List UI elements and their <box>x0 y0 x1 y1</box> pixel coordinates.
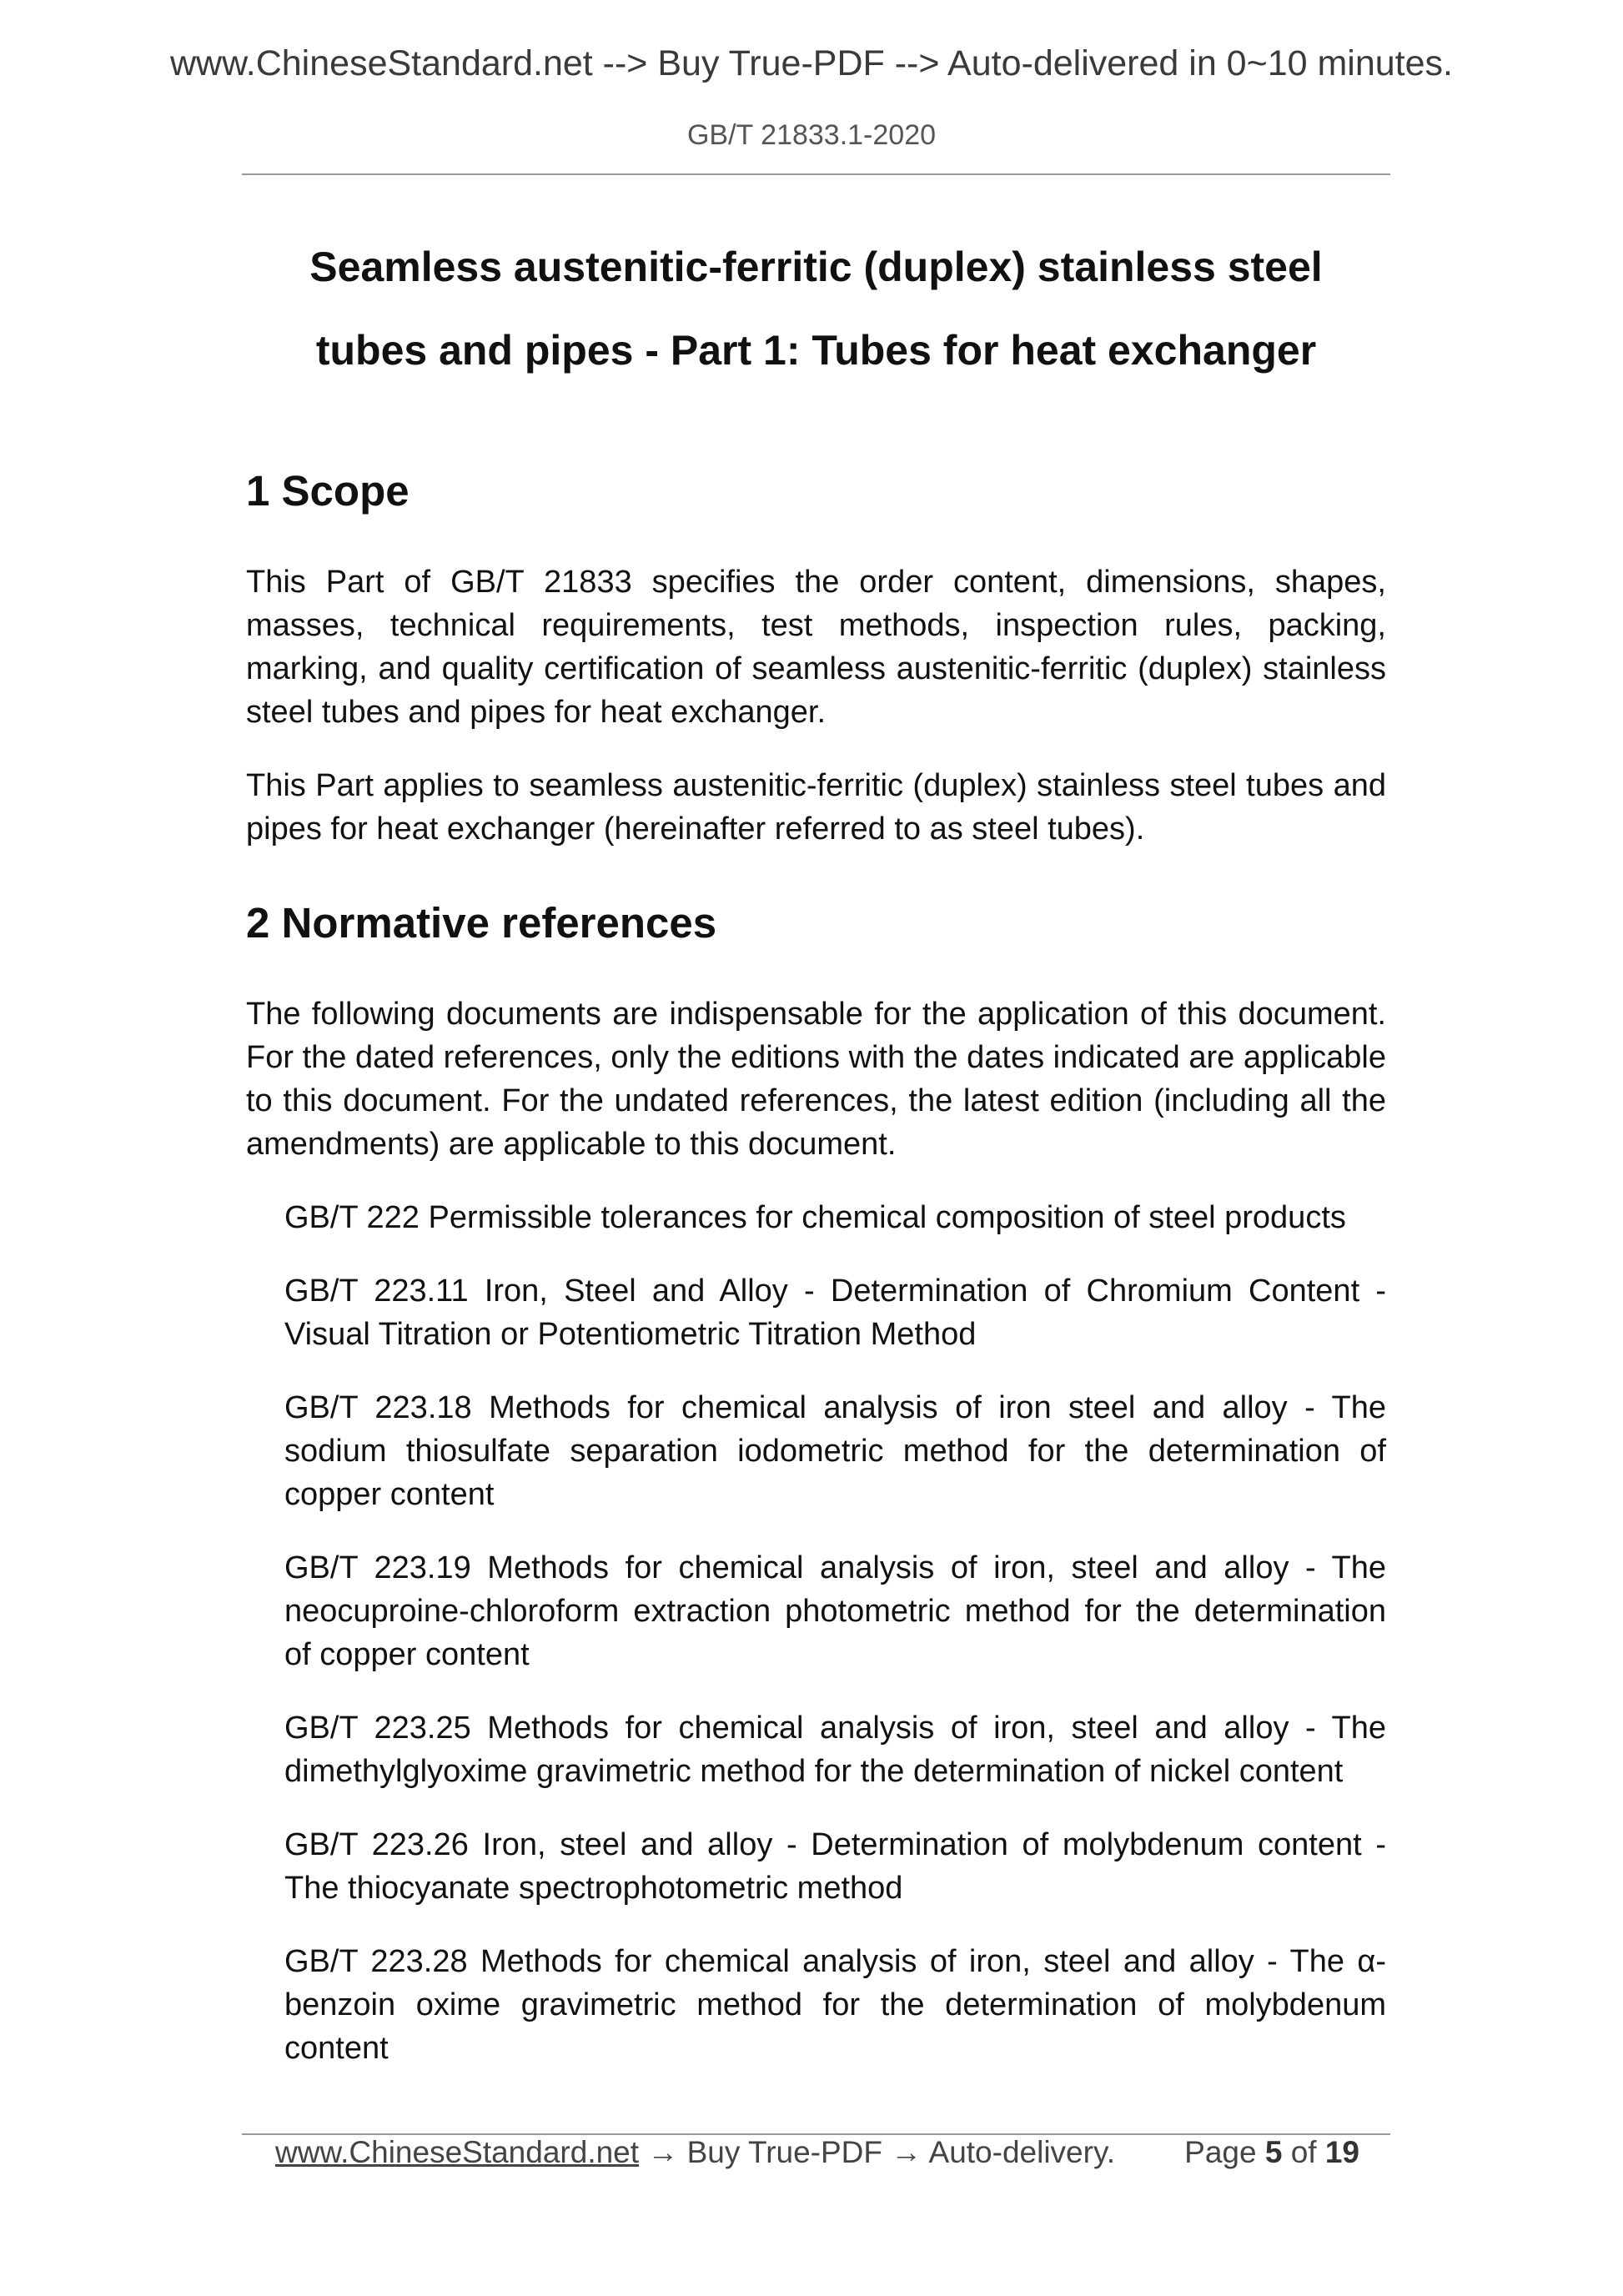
reference-item: GB/T 223.19 Methods for chemical analysis of iron, steel and alloy - The neocuproine-chloroform extraction photometric method for the determination of copper content <box>284 1550 1386 1672</box>
top-banner: www.ChineseStandard.net --> Buy True-PDF --> Auto-delivered in 0~10 minutes. <box>169 43 1453 83</box>
reference-item: GB/T 223.25 Methods for chemical analysis of iron, steel and alloy - The dimethylglyoxime gravimetric method for the determination of nickel content <box>284 1711 1386 1789</box>
header-divider <box>242 173 1390 175</box>
document-code: GB/T 21833.1-2020 <box>686 119 937 151</box>
reference-item: GB/T 223.18 Methods for chemical analysis of iron steel and alloy - The sodium thiosulfate separation iodometric method for the determination of copper content <box>284 1390 1386 1512</box>
section-2-heading: 2 Normative references <box>246 899 717 947</box>
total-pages: 19 <box>1324 2135 1359 2169</box>
document-title <box>246 225 1386 392</box>
reference-item: GB/T 223.26 Iron, steel and alloy - Determination of molybdenum content - The thiocyanate spectrophotometric method <box>284 1827 1386 1906</box>
title-line-1: Seamless austenitic-ferritic (duplex) stainless steel <box>309 244 1323 290</box>
page-word: Page <box>1184 2135 1257 2169</box>
section-1-heading: 1 Scope <box>246 467 410 515</box>
references-intro: The following documents are indispensable for the application of this document. For the dated references, only the editions with the dates indicated are applicable to this document. For the undated references, the latest edition (including all the amendments) are applicable to this document. <box>246 997 1386 1162</box>
current-page: 5 <box>1264 2135 1283 2169</box>
scope-paragraph-1: This Part of GB/T 21833 specifies the order content, dimensions, shapes, masses, technical requirements, test methods, inspection rules, packing, marking, and quality certification of seamless austenitic-ferritic (duplex) stainless steel tubes and pipes for heat exchanger. <box>246 565 1386 730</box>
page-footer <box>275 2135 1359 2170</box>
of-word: of <box>1290 2135 1317 2169</box>
reference-item: GB/T 222 Permissible tolerances for chemical composition of steel products <box>284 1200 1346 1235</box>
reference-item: GB/T 223.28 Methods for chemical analysis of iron, steel and alloy - The α-benzoin oxime gravimetric method for the determination of molybdenum content <box>284 1944 1386 2066</box>
title-line-2: tubes and pipes - Part 1: Tubes for heat exchanger <box>315 327 1317 374</box>
reference-item: GB/T 223.11 Iron, Steel and Alloy - Determination of Chromium Content - Visual Titration or Potentiometric Titration Method <box>284 1274 1386 1352</box>
footer-site-link[interactable]: www.ChineseStandard.net <box>275 2135 640 2169</box>
page-content <box>246 225 1386 2100</box>
footer-buy-text: → Buy True-PDF → Auto-delivery. <box>639 2135 1115 2169</box>
page-number <box>1184 2135 1359 2170</box>
scope-paragraph-2: This Part applies to seamless austenitic-ferritic (duplex) stainless steel tubes and pipes for heat exchanger (hereinafter referred to as steel tubes). <box>246 768 1386 847</box>
footer-left <box>275 2135 1115 2170</box>
